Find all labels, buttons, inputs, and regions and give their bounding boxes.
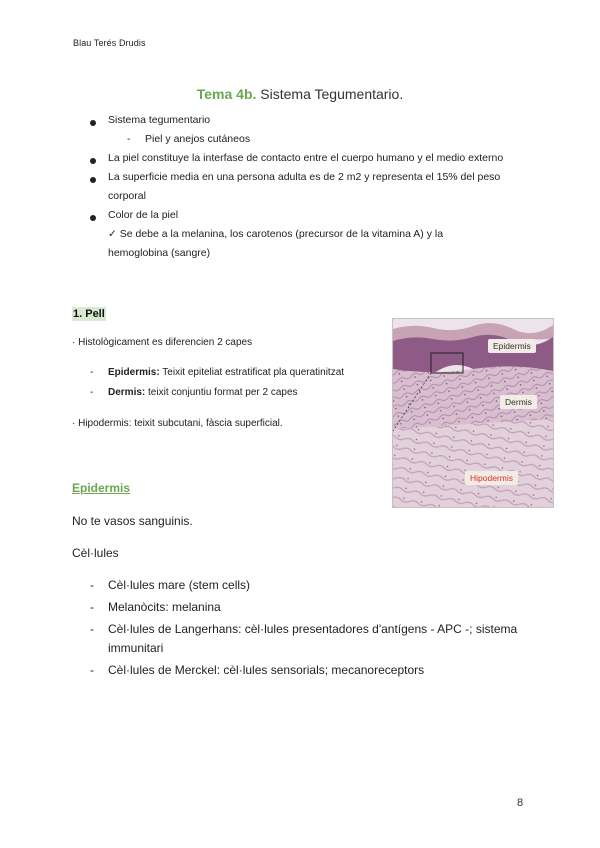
bullet-dot — [90, 215, 96, 221]
hipodermis-text: · Hipodermis: teixit subcutani, fàscia superficial. — [72, 418, 283, 429]
sub-bullet-dash: - — [127, 133, 131, 145]
bullet-dot — [90, 120, 96, 126]
page-number: 8 — [517, 797, 524, 809]
layer-name: Dermis: — [108, 387, 146, 398]
label-dermis: Dermis — [500, 395, 537, 409]
bullet-dot — [90, 158, 96, 164]
skin-histology-figure — [392, 318, 554, 508]
list-dash: - — [90, 578, 94, 592]
bullet-text-continuation: corporal — [108, 190, 146, 202]
no-vessels-text: No te vasos sanguinis. — [72, 514, 193, 528]
sub-bullet-text: Piel y anejos cutáneos — [145, 133, 251, 145]
layer-desc: teixit conjuntiu format per 2 capes — [148, 387, 298, 398]
layer-epidermis — [108, 367, 344, 378]
pell-intro: · Histològicament es diferencien 2 capes — [72, 337, 253, 348]
title-number: Tema 4b. — [196, 86, 257, 102]
list-item: Melanòcits: melanina — [108, 600, 221, 614]
check-text-continuation: hemoglobina (sangre) — [108, 247, 211, 259]
check-text: ✓ Se debe a la melanina, los carotenos (precursor de la vitamina A) y la — [108, 228, 444, 240]
label-hipodermis: Hipodermis — [465, 471, 518, 485]
list-item: Cèl·lules de Langerhans: cèl·lules presentadores d'antígens - APC -; sistema — [108, 622, 518, 636]
layer-dermis — [108, 387, 298, 398]
author-header: Blau Terés Drudis — [73, 38, 146, 48]
layer-desc: Teixit epiteliat estratificat pla queratinitzat — [162, 367, 345, 378]
bullet-text: Color de la piel — [108, 209, 179, 221]
list-dash: - — [90, 600, 94, 614]
list-item: Cèl·lules de Merckel: cèl·lules sensorials; mecanoreceptors — [108, 663, 425, 677]
layer-name: Epidermis: — [108, 367, 160, 378]
bullet-text: Sistema tegumentario — [108, 114, 211, 126]
label-epidermis: Epidermis — [488, 339, 536, 353]
layer-dash: - — [90, 387, 94, 398]
cells-heading: Cèl·lules — [72, 546, 119, 560]
list-dash: - — [90, 663, 94, 677]
list-dash: - — [90, 622, 94, 636]
list-item: Cèl·lules mare (stem cells) — [108, 578, 251, 592]
bullet-text: La superficie media en una persona adulta es de 2 m2 y representa el 15% del peso — [108, 171, 501, 183]
page-title — [0, 86, 600, 102]
section-heading-epidermis: Epidermis — [72, 481, 131, 495]
layer-dash: - — [90, 367, 94, 378]
bullet-dot — [90, 177, 96, 183]
section-heading-pell: 1. Pell — [73, 308, 105, 320]
list-item-continuation: immunitari — [108, 641, 164, 655]
bullet-text: La piel constituye la interfase de contacto entre el cuerpo humano y el medio externo — [108, 152, 504, 164]
title-text: Sistema Tegumentario. — [260, 86, 404, 102]
